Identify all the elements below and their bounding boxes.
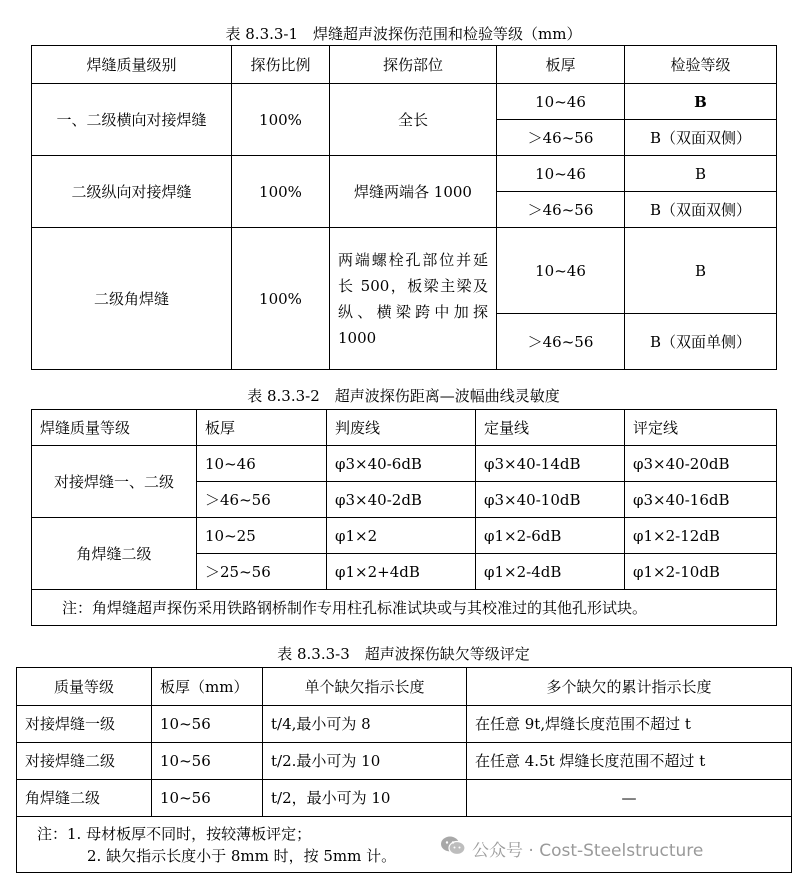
- t1-grade-cell: B（双面双侧）: [625, 192, 777, 228]
- t1-level-cell: 二级纵向对接焊缝: [32, 156, 232, 228]
- t1-location-cell: 全长: [330, 84, 497, 156]
- t1-ratio-cell: 100%: [232, 156, 330, 228]
- t1-level-cell: 一、二级横向对接焊缝: [32, 84, 232, 156]
- t2-header-level: 焊缝质量等级: [32, 410, 197, 446]
- t1-location-line: 长 500，板梁主梁及: [338, 276, 488, 295]
- t3-cell: 10~56: [152, 780, 263, 817]
- t1-location-cell-multiline: [330, 228, 497, 370]
- t2-cell: φ3×40-20dB: [625, 446, 777, 482]
- t2-cell: ＞25~56: [197, 554, 327, 590]
- table1-caption: 表 8.3.3-1 焊缝超声波探伤范围和检验等级（mm）: [225, 25, 582, 43]
- t2-header-reject: 判废线: [327, 410, 476, 446]
- t2-cell: φ1×2-6dB: [476, 518, 625, 554]
- t3-cell: 10~56: [152, 743, 263, 780]
- t1-location-line: 纵、横梁跨中加探: [338, 302, 488, 321]
- t1-thickness-cell: 10~46: [497, 84, 625, 120]
- t1-ratio-cell: 100%: [232, 228, 330, 370]
- table3-header-row: [17, 668, 792, 706]
- t3-cell: t/4,最小可为 8: [263, 706, 467, 743]
- t2-cell: φ1×2+4dB: [327, 554, 476, 590]
- t2-cell: φ1×2: [327, 518, 476, 554]
- table1-header-row: [32, 46, 777, 84]
- t3-header-level: 质量等级: [17, 668, 152, 706]
- t2-header-thickness: 板厚: [197, 410, 327, 446]
- watermark-text: 公众号 · Cost-Steelstructure: [472, 840, 704, 861]
- t1-header-level: 焊缝质量级别: [32, 46, 232, 84]
- t2-cell: φ3×40-16dB: [625, 482, 777, 518]
- wechat-icon: [440, 835, 472, 862]
- t2-cell: φ3×40-10dB: [476, 482, 625, 518]
- t3-cell: 在任意 4.5t 焊缝长度范围不超过 t: [467, 743, 792, 780]
- t2-cell: φ1×2-10dB: [625, 554, 777, 590]
- t3-cell: 对接焊缝一级: [17, 706, 152, 743]
- t3-cell: 对接焊缝二级: [17, 743, 152, 780]
- t1-thickness-cell: ＞46~56: [497, 314, 625, 370]
- table2-caption: 表 8.3.3-2 超声波探伤距离—波幅曲线灵敏度: [247, 387, 560, 405]
- t2-cell: ＞46~56: [197, 482, 327, 518]
- t2-cell: 10~46: [197, 446, 327, 482]
- t2-cell: φ3×40-6dB: [327, 446, 476, 482]
- t1-location-cell: 焊缝两端各 1000: [330, 156, 497, 228]
- table-row: [32, 446, 777, 482]
- t3-header-thickness: 板厚（mm）: [152, 668, 263, 706]
- table2: [31, 409, 777, 626]
- table-row: [32, 228, 777, 314]
- table1: [31, 45, 777, 370]
- table-row: [32, 84, 777, 120]
- t3-note-line: 2. 缺欠指示长度小于 8mm 时，按 5mm 计。: [87, 846, 397, 865]
- t1-grade-cell: B（双面单侧）: [625, 314, 777, 370]
- t3-cell: t/2.最小可为 10: [263, 743, 467, 780]
- t3-header-single: 单个缺欠指示长度: [263, 668, 467, 706]
- t2-cell: φ3×40-14dB: [476, 446, 625, 482]
- t1-grade-cell: B（双面双侧）: [625, 120, 777, 156]
- t1-header-location: 探伤部位: [330, 46, 497, 84]
- t3-cell: t/2，最小可为 10: [263, 780, 467, 817]
- table-row: [17, 706, 792, 743]
- t1-thickness-cell: ＞46~56: [497, 120, 625, 156]
- t1-thickness-cell: ＞46~56: [497, 192, 625, 228]
- t1-grade-cell: B: [625, 156, 777, 192]
- t3-cell: —: [467, 780, 792, 817]
- t1-header-grade: 检验等级: [625, 46, 777, 84]
- t3-cell: 10~56: [152, 706, 263, 743]
- t2-cell: 10~25: [197, 518, 327, 554]
- t2-level-cell: 角焊缝二级: [32, 518, 197, 590]
- t2-note: 注：角焊缝超声探伤采用铁路钢桥制作专用柱孔标准试块或与其校准过的其他孔形试块。: [32, 590, 777, 626]
- t1-level-cell: 二级角焊缝: [32, 228, 232, 370]
- t3-note-line: 注：1. 母材板厚不同时，按较薄板评定；: [37, 824, 312, 843]
- t3-cell: 角焊缝二级: [17, 780, 152, 817]
- t3-cell: 在任意 9t,焊缝长度范围不超过 t: [467, 706, 792, 743]
- t2-header-quant: 定量线: [476, 410, 625, 446]
- table-row: [32, 156, 777, 192]
- table2-note-row: [32, 590, 777, 626]
- watermark: [440, 833, 703, 863]
- t1-thickness-cell: 10~46: [497, 228, 625, 314]
- table2-header-row: [32, 410, 777, 446]
- table-row: [32, 518, 777, 554]
- table3-caption: 表 8.3.3-3 超声波探伤缺欠等级评定: [277, 645, 530, 663]
- t1-grade-cell: B: [625, 84, 777, 120]
- t1-header-ratio: 探伤比例: [232, 46, 330, 84]
- t1-grade-cell: B: [625, 228, 777, 314]
- t3-header-multiple: 多个缺欠的累计指示长度: [467, 668, 792, 706]
- t2-cell: φ1×2-4dB: [476, 554, 625, 590]
- t2-cell: φ1×2-12dB: [625, 518, 777, 554]
- t1-ratio-cell: 100%: [232, 84, 330, 156]
- t1-thickness-cell: 10~46: [497, 156, 625, 192]
- t1-location-line: 两端螺栓孔部位并延: [338, 250, 488, 269]
- table-row: [17, 743, 792, 780]
- t2-header-eval: 评定线: [625, 410, 777, 446]
- t1-header-thickness: 板厚: [497, 46, 625, 84]
- t2-cell: φ3×40-2dB: [327, 482, 476, 518]
- table-row: [17, 780, 792, 817]
- t1-location-line: 1000: [338, 328, 377, 347]
- t2-level-cell: 对接焊缝一、二级: [32, 446, 197, 518]
